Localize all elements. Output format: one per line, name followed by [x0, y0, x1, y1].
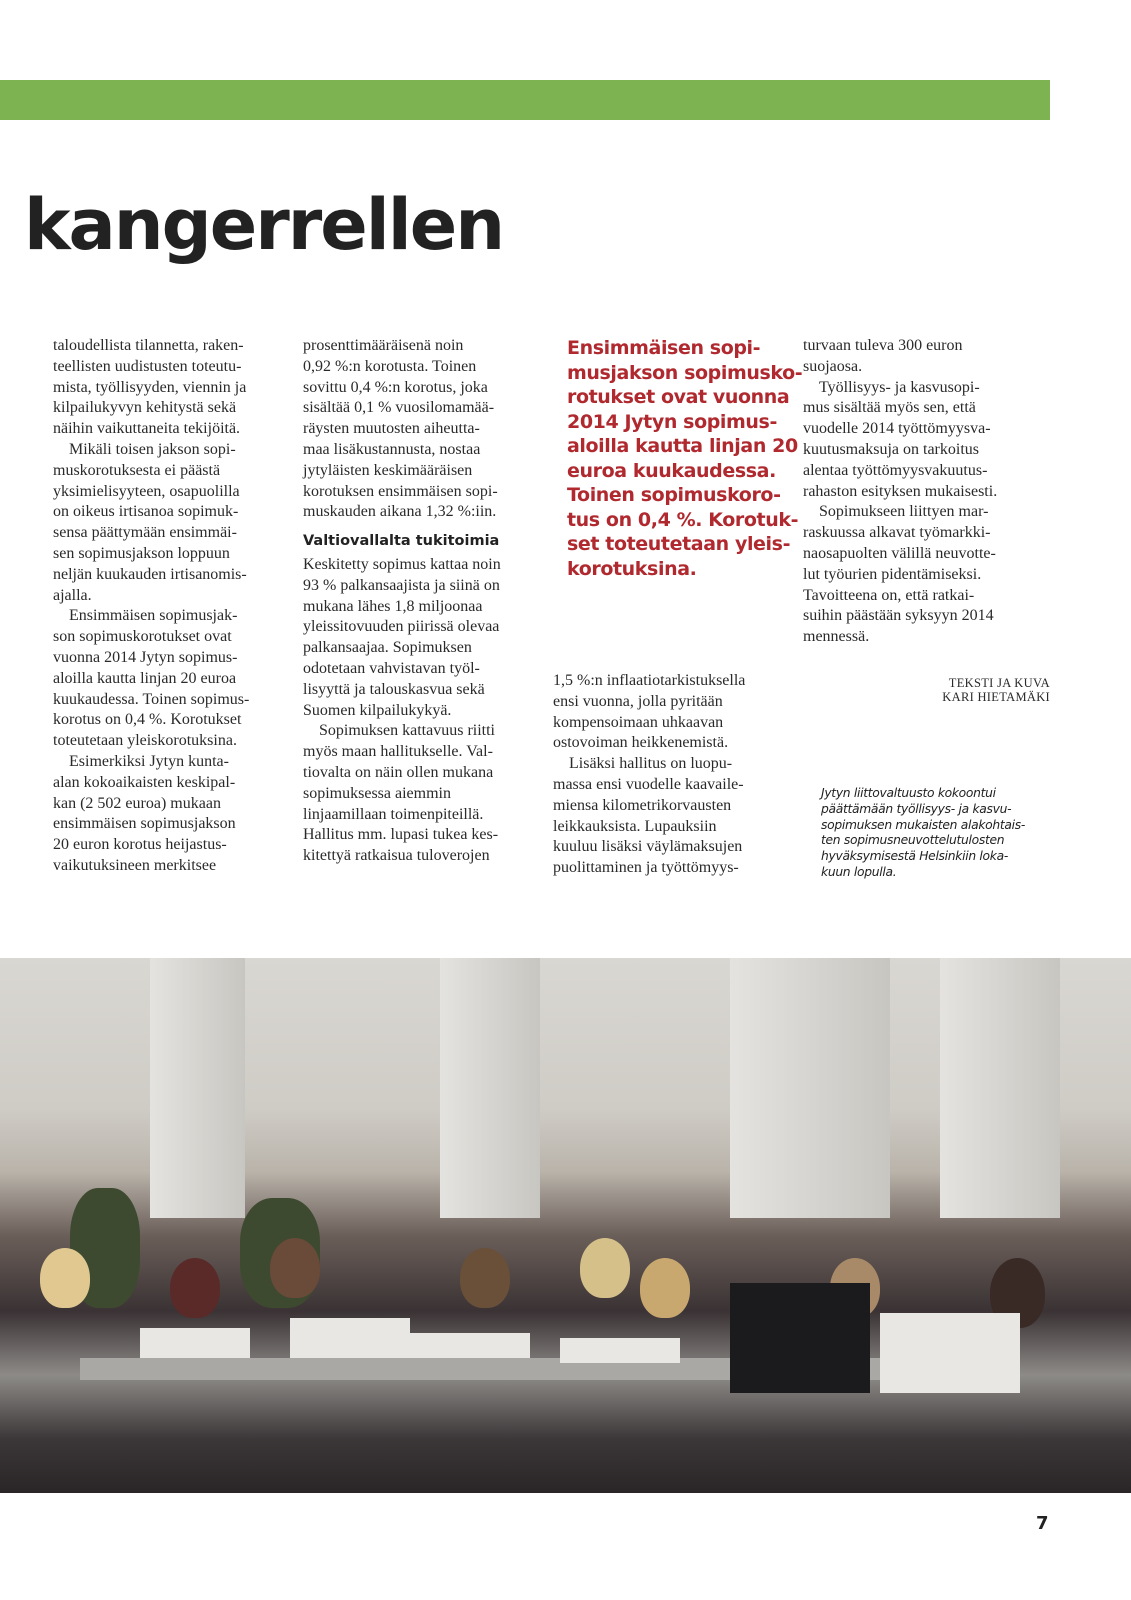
text-line: mus sisältää myös sen, että — [803, 399, 976, 417]
pull-quote-line: rotukset ovat vuonna — [567, 386, 790, 408]
credit-author: KARI HIETAMÄKI — [942, 690, 1050, 704]
pull-quote-line: set toteutetaan yleis- — [567, 533, 791, 555]
text-line: rahaston esityksen mukaisesti. — [803, 482, 998, 500]
pull-quote-line: aloilla kautta linjan 20 — [567, 435, 798, 457]
text-line: lut työurien pidentämiseksi. — [803, 565, 982, 583]
text-line: miensa kilometrikorvausten — [553, 796, 732, 814]
text-line: son sopimuskorotukset ovat — [53, 628, 232, 646]
text-line: suihin päästään syksyyn 2014 — [803, 607, 994, 625]
text-line: Keskitetty sopimus kattaa noin — [303, 555, 501, 573]
text-line: Lisäksi hallitus on luopu- — [569, 755, 733, 773]
text-line: teellisten uudistusten toteutu- — [53, 357, 242, 375]
text-line: kuuluu lisäksi väylämaksujen — [553, 838, 743, 856]
text-line: leikkauksista. Lupauksiin — [553, 817, 717, 835]
conference-photo — [0, 958, 1131, 1493]
text-line: lisyyttä ja talouskasvua sekä — [303, 680, 485, 698]
text-line: yksimielisyyteen, osapuolilla — [53, 482, 240, 500]
text-line: 20 euron korotus heijastus- — [53, 836, 227, 854]
pull-quote-line: tus on 0,4 %. Korotuk- — [567, 508, 799, 531]
text-line: sisältää 0,1 % vuosilomamää- — [303, 399, 495, 417]
text-line: myös maan hallitukselle. Val- — [303, 743, 493, 761]
text-line: vuonna 2014 Jytyn sopimus- — [53, 648, 238, 666]
text-line: raskuussa alkavat työmarkki- — [803, 524, 991, 542]
text-line: odotetaan vahvistavan työl- — [303, 659, 480, 677]
green-header-bar — [0, 80, 1050, 120]
photo-caption — [821, 786, 1041, 881]
text-line: alentaa työttömyysvakuutus- — [803, 461, 988, 479]
text-line: korotus on 0,4 %. Korotukset — [53, 711, 242, 729]
pull-quote-line: Ensimmäisen sopi- — [567, 337, 761, 359]
text-line: taloudellista tilannetta, raken- — [53, 337, 244, 354]
text-line: räysten muutosten aiheutta- — [303, 420, 480, 438]
paragraph — [553, 671, 789, 754]
caption-line: sopimuksen mukaisten alakohtais- — [821, 817, 1026, 832]
text-line: kuukaudessa. Toinen sopimus- — [53, 690, 250, 708]
text-line: kan (2 502 euroa) mukaan — [53, 794, 221, 812]
page-number: 7 — [1036, 1513, 1049, 1534]
caption-line: hyväksymisestä Helsinkiin loka- — [821, 849, 1008, 864]
paragraph — [803, 378, 1039, 503]
text-line: näihin vaikuttaneita tekijöitä. — [53, 420, 241, 438]
text-line: sovittu 0,4 %:n korotus, joka — [303, 378, 488, 396]
paragraph — [803, 502, 1039, 648]
paragraph — [53, 336, 289, 440]
caption-line: Jytyn liittovaltuusto kokoontui — [821, 786, 996, 800]
text-line: neljän kuukauden irtisanomis- — [53, 565, 247, 583]
text-line: kilpailukyvyn kehitystä sekä — [53, 399, 237, 417]
article-column-3 — [553, 671, 789, 879]
section-subhead: Valtiovallalta tukitoimia — [303, 533, 500, 550]
text-line: suojaosa. — [803, 357, 863, 375]
text-line: Sopimukseen liittyen mar- — [819, 503, 989, 521]
article-column-4 — [803, 336, 1039, 648]
text-line: ensimmäisen sopimusjakson — [53, 815, 236, 833]
paragraph — [553, 754, 789, 879]
text-line: mukana lähes 1,8 miljoonaa — [303, 597, 483, 615]
headline: kangerrellen — [24, 184, 504, 266]
pull-quote — [567, 336, 803, 581]
text-line: mennessä. — [803, 628, 870, 646]
text-line: 93 % palkansaajista ja siinä on — [303, 576, 500, 594]
text-line: Sopimuksen kattavuus riitti — [319, 722, 495, 740]
paragraph — [303, 721, 539, 867]
text-line: aloilla kautta linjan 20 euroa — [53, 669, 237, 687]
text-line: Ensimmäisen sopimusjak- — [69, 607, 238, 625]
paragraph — [53, 752, 289, 877]
text-line: sen sopimusjakson loppuun — [53, 544, 230, 562]
text-line: kitettyä ratkaisua tuloverojen — [303, 847, 490, 865]
paragraph — [53, 440, 289, 606]
text-line: Työllisyys- ja kasvusopi- — [819, 378, 980, 396]
pull-quote-line: musjakson sopimusko- — [567, 361, 803, 384]
text-line: muskauden aikana 1,32 %:iin. — [303, 503, 497, 521]
caption-line: päättämään työllisyys- ja kasvu- — [821, 801, 1012, 816]
text-line: tiovalta on näin ollen mukana — [303, 763, 494, 781]
text-line: naosapuolten välillä neuvotte- — [803, 544, 996, 562]
text-line: alan kokoaikaisten keskipal- — [53, 773, 236, 791]
text-line: palkansaajaa. Sopimuksen — [303, 639, 472, 657]
text-line: vaikutuksineen merkitsee — [53, 856, 217, 874]
text-line: ostovoiman heikkenemistä. — [553, 734, 729, 752]
text-line: Suomen kilpailukykyä. — [303, 701, 452, 719]
paragraph — [803, 336, 1039, 378]
caption-line: ten sopimusneuvottelutulosten — [821, 833, 1005, 848]
pull-quote-line: korotuksina. — [567, 557, 697, 580]
text-line: yleissitovuuden piirissä olevaa — [303, 618, 500, 636]
text-line: maa lisäkustannusta, nostaa — [303, 440, 481, 458]
paragraph — [303, 336, 539, 523]
text-line: korotuksen ensimmäisen sopi- — [303, 482, 498, 500]
pull-quote-line: euroa kuukaudessa. — [567, 459, 776, 482]
pull-quote-line: 2014 Jytyn sopimus- — [567, 410, 777, 433]
text-line: Hallitus mm. lupasi tukea kes- — [303, 826, 499, 844]
text-line: kuutusmaksuja on tarkoitus — [803, 440, 979, 458]
caption-line: kuun lopulla. — [821, 864, 897, 879]
text-line: Tavoitteena on, että ratkai- — [803, 586, 975, 604]
article-column-2 — [303, 336, 539, 867]
text-line: Esimerkiksi Jytyn kunta- — [69, 752, 229, 770]
text-line: ensi vuonna, jolla pyritään — [553, 692, 723, 710]
article-column-1 — [53, 336, 289, 877]
text-line: ajalla. — [53, 586, 92, 604]
credit-line: TEKSTI JA KUVA — [948, 676, 1050, 690]
text-line: turvaan tuleva 300 euron — [803, 337, 963, 354]
text-line: vuodelle 2014 työttömyysva- — [803, 420, 991, 438]
text-line: prosenttimääräisenä noin — [303, 337, 464, 354]
text-line: massa ensi vuodelle kaavaile- — [553, 775, 744, 793]
text-line: linjaamillaan toimenpiteillä. — [303, 805, 484, 823]
text-line: sopimuksessa aiemmin — [303, 784, 451, 802]
paragraph — [303, 555, 539, 721]
text-line: muskorotuksesta ei päästä — [53, 461, 221, 479]
text-line: kompensoimaan uhkaavan — [553, 713, 724, 731]
text-line: sensa päättymään ensimmäi- — [53, 524, 237, 542]
text-line: puolittaminen ja työttömyys- — [553, 859, 739, 877]
text-line: toteutetaan yleiskorotuksina. — [53, 732, 237, 750]
paragraph — [53, 606, 289, 752]
text-line: 1,5 %:n inflaatiotarkistuksella — [553, 672, 746, 689]
text-line: on oikeus irtisanoa sopimuk- — [53, 503, 239, 521]
text-line: 0,92 %:n korotusta. Toinen — [303, 357, 477, 375]
text-line: mista, työllisyyden, viennin ja — [53, 378, 247, 396]
pull-quote-line: Toinen sopimuskoro- — [567, 484, 781, 506]
text-line: Mikäli toisen jakson sopi- — [69, 440, 236, 458]
text-line: jytyläisten keskimääräisen — [303, 461, 473, 479]
byline-credit — [942, 676, 1050, 704]
